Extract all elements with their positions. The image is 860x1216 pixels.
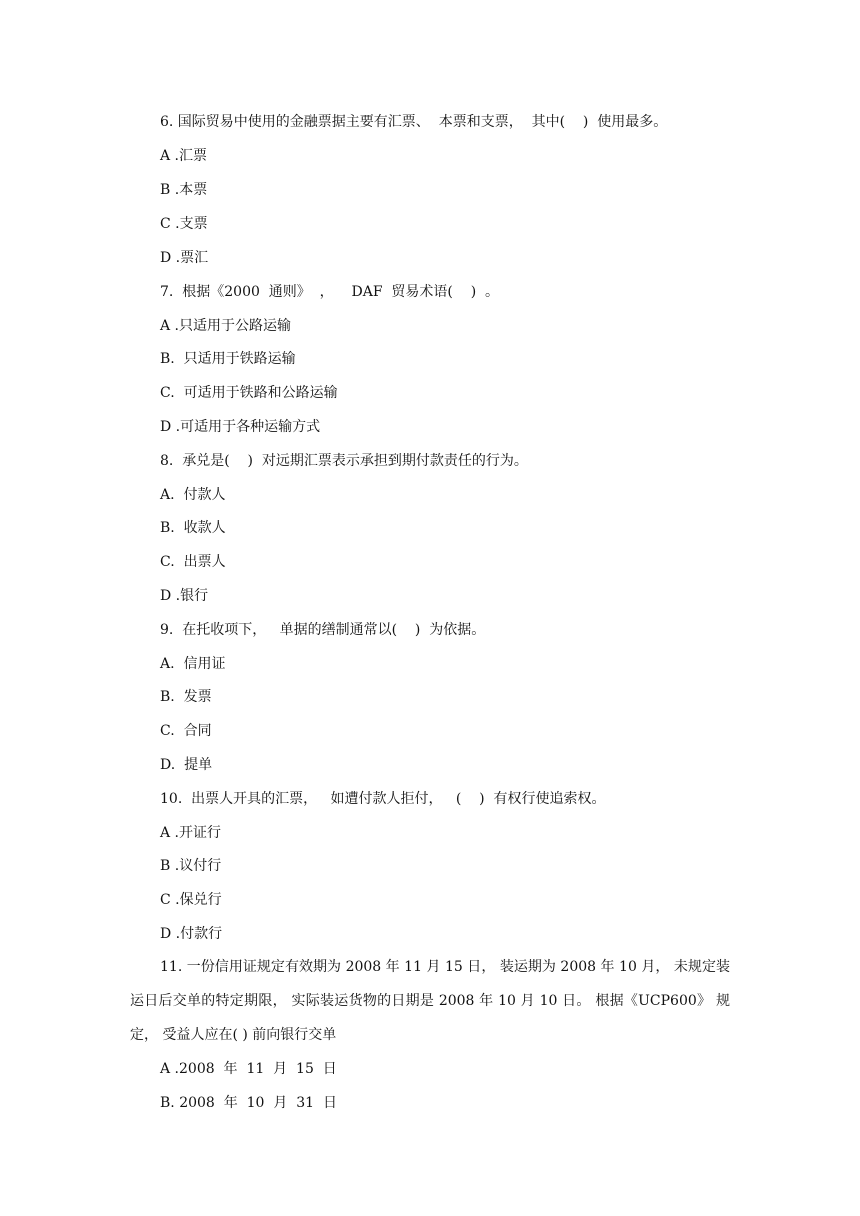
- question-10-option-d: D .付款行: [160, 926, 223, 942]
- question-7-option-d: D .可适用于各种运输方式: [160, 419, 321, 435]
- question-8-option-d: D .银行: [160, 588, 209, 604]
- question-7-stem: 7. 根据《2000 通则》 ， DAF 贸易术语( ) 。: [160, 284, 500, 300]
- question-8-option-b: B. 收款人: [160, 520, 226, 536]
- question-11-option-b: B. 2008 年 10 月 31 日: [160, 1095, 337, 1111]
- question-9-option-b: B. 发票: [160, 689, 212, 705]
- question-7-option-a: A .只适用于公路运输: [160, 318, 292, 334]
- question-10-option-c: C .保兑行: [160, 892, 222, 908]
- question-8-stem: 8. 承兑是( ) 对远期汇票表示承担到期付款责任的行为。: [160, 453, 528, 469]
- question-8-option-a: A. 付款人: [160, 487, 226, 503]
- question-6-option-b: B .本票: [160, 182, 208, 198]
- question-11-option-a: A .2008 年 11 月 15 日: [160, 1061, 337, 1077]
- question-9-stem: 9. 在托收项下， 单据的缮制通常以( ) 为依据。: [160, 622, 486, 638]
- question-10-option-b: B .议付行: [160, 858, 222, 874]
- question-10-stem: 10. 出票人开具的汇票， 如遭付款人拒付， ( ) 有权行使追索权。: [160, 791, 606, 807]
- question-7-option-b: B. 只适用于铁路运输: [160, 351, 296, 367]
- question-6-option-a: A .汇票: [160, 148, 208, 164]
- question-11-stem: 11. 一份信用证规定有效期为 2008 年 11 月 15 日， 装运期为 2008 年 10 月， 未规定装运日后交单的特定期限， 实际装运货物的日期是 2008 年 10 月 10 日。 根据《UCP600》 规定， 受益人应在( ) 前向银行交单: [130, 959, 730, 1043]
- question-8-option-c: C. 出票人: [160, 554, 226, 570]
- question-6-stem: 6. 国际贸易中使用的金融票据主要有汇票、 本票和支票， 其中( ) 使用最多。: [160, 114, 668, 130]
- question-9-option-d: D. 提单: [160, 757, 213, 773]
- question-7-option-c: C. 可适用于铁路和公路运输: [160, 385, 338, 401]
- question-6-option-c: C .支票: [160, 216, 208, 232]
- question-6-option-d: D .票汇: [160, 250, 209, 266]
- question-9-option-a: A. 信用证: [160, 656, 226, 672]
- question-10-option-a: A .开证行: [160, 825, 222, 841]
- question-9-option-c: C. 合同: [160, 723, 212, 739]
